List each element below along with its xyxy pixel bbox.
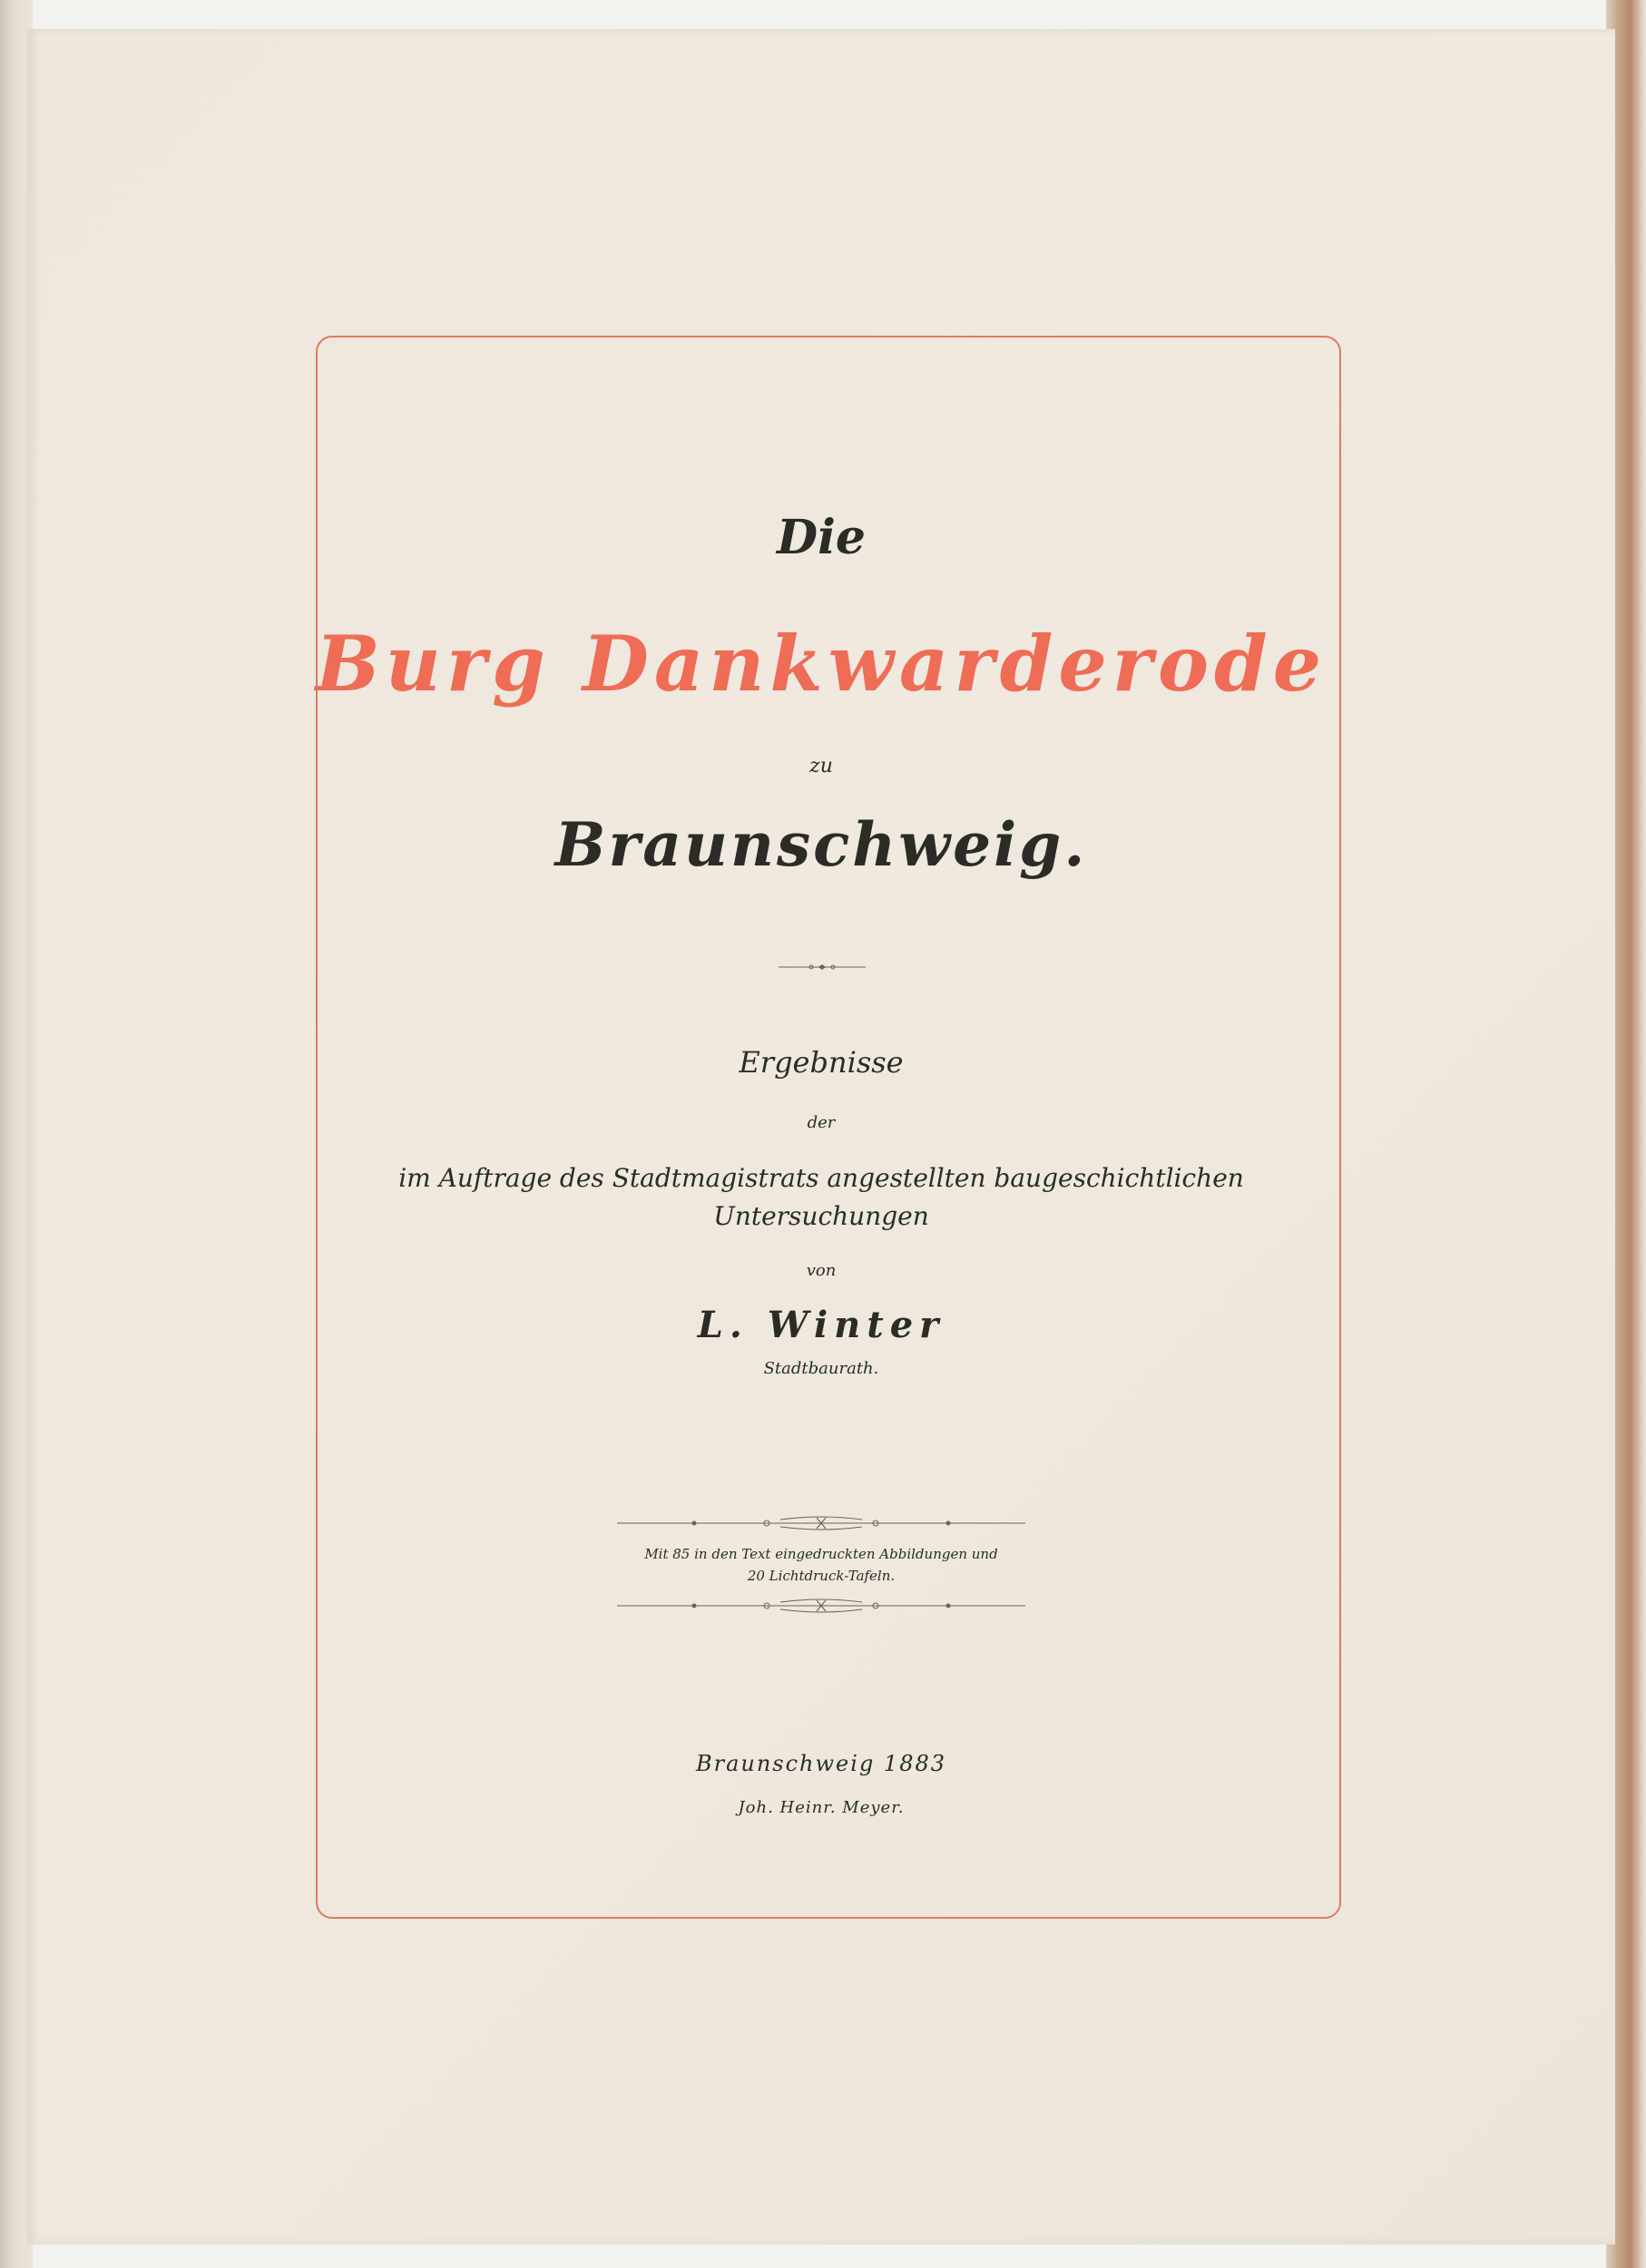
ornamental-rule-bottom [617,1597,1025,1615]
subtitle-heading: Ergebnisse [739,1045,904,1080]
author-preposition: von [806,1261,837,1280]
subtitle-line-1: im Auftrage des Stadtmagistrats angestellten baugeschichtlichen [398,1163,1244,1193]
title-article: Die [777,510,866,565]
ornamental-rule-top [617,1514,1025,1532]
title-page [27,29,1615,2244]
imprint-publisher: Joh. Heinr. Meyer. [738,1798,905,1817]
illustration-note-line-2: 20 Lichtdruck-Tafeln. [747,1568,896,1584]
title-preposition: zu [809,755,833,777]
subtitle-line-2: Untersuchungen [713,1201,929,1231]
author-name: L. Winter [697,1304,945,1346]
title-city: Braunschweig. [554,809,1088,880]
illustration-note-line-1: Mit 85 in den Text eingedruckten Abbildungen und [644,1546,998,1562]
imprint-place-year: Braunschweig 1883 [695,1751,947,1776]
subtitle-der: der [807,1113,836,1132]
small-ornament-divider [779,963,866,972]
author-role: Stadtbaurath. [763,1359,879,1378]
main-title: Burg Dankwarderode [315,619,1328,709]
